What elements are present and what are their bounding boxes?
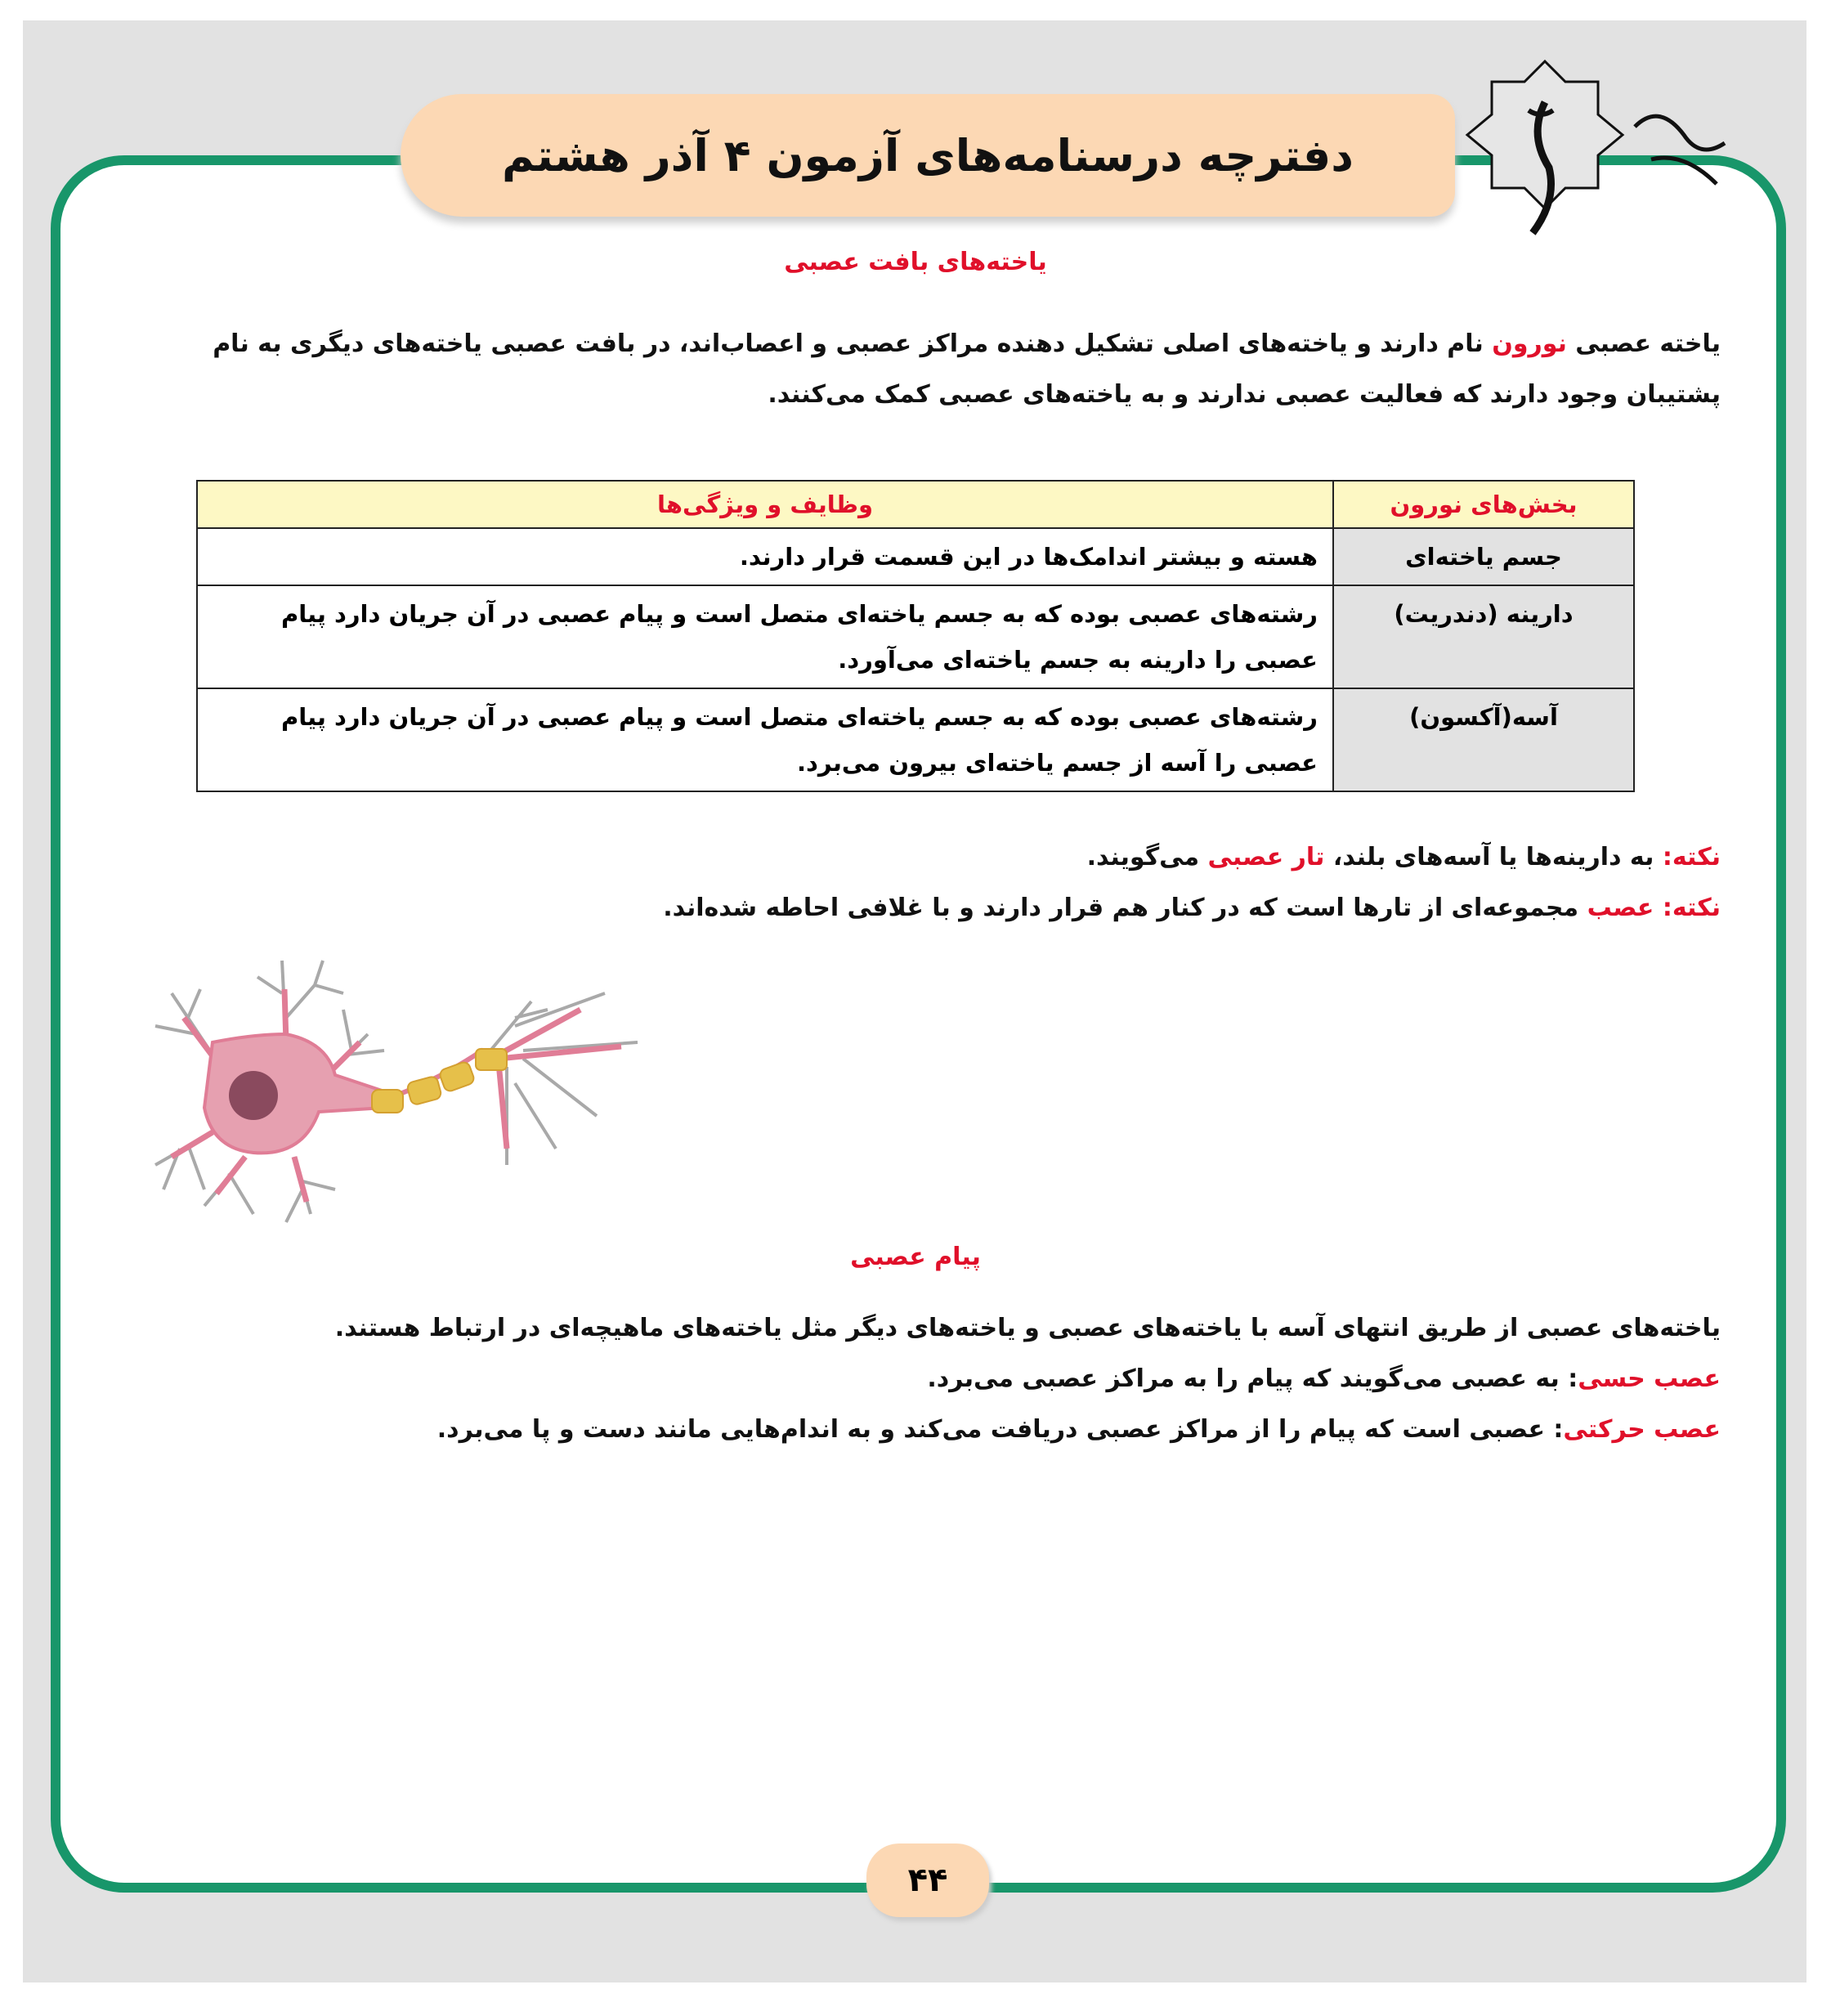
sensory-nerve-text: : به عصبی می‌گویند که پیام را به مراکز عصبی می‌برد. <box>927 1364 1578 1393</box>
table-row <box>197 585 1634 688</box>
title-banner <box>401 94 1455 217</box>
part-cell: دارینه (دندریت) <box>1333 585 1634 688</box>
table-row <box>197 528 1634 585</box>
note-text-end: می‌گویند. <box>1086 843 1208 871</box>
section-heading-nerve-message: پیام عصبی <box>850 1243 981 1271</box>
page-number-badge <box>866 1844 989 1917</box>
note-term: عصب <box>1587 894 1654 922</box>
neuron-term: نورون <box>1492 329 1567 358</box>
note-2 <box>135 883 1721 934</box>
header-parts: بخش‌های نورون <box>1333 481 1634 528</box>
note-1 <box>135 832 1721 883</box>
qalamchi-logo <box>1463 53 1757 249</box>
note-label: نکته: <box>1662 843 1721 871</box>
myelin-sheath <box>372 1049 507 1113</box>
page-number: ۴۴ <box>907 1861 948 1899</box>
motor-nerve-text: : عصبی است که پیام را از مراکز عصبی دریافت می‌کند و به اندام‌هایی مانند دست و پا می‌برد. <box>436 1415 1564 1444</box>
motor-nerve-term: عصب حرکتی <box>1563 1415 1721 1444</box>
neuron-parts-table <box>196 480 1635 792</box>
note-text-end: مجموعه‌ای از تارها است که در کنار هم قرار دارند و با غلافی احاطه شده‌اند. <box>663 894 1587 922</box>
motor-nerve-line <box>135 1404 1721 1455</box>
note-text: به دارینه‌ها یا آسه‌های بلند، <box>1324 843 1663 871</box>
section-heading-nerve-tissue: یاخته‌های بافت عصبی <box>784 248 1047 276</box>
note-text <box>1654 894 1662 922</box>
intro-text-rest: نام دارند و یاخته‌های اصلی تشکیل دهنده مراکز عصبی و اعصاب‌اند، در بافت عصبی یاخته‌های دیگری به نام پشتیبان وجود دارند که فعالیت عصبی ندارند و به یاخته‌های عصبی کمک می‌کنند. <box>213 329 1721 409</box>
part-cell: جسم یاخته‌ای <box>1333 528 1634 585</box>
neuron-illustration <box>139 944 678 1226</box>
message-paragraph: یاخته‌های عصبی از طریق انتهای آسه با یاخته‌های عصبی و یاخته‌های دیگر مثل یاخته‌های ماهیچه‌ای در ارتباط هستند. <box>334 1314 1721 1342</box>
desc-cell: رشته‌های عصبی بوده که به جسم یاخته‌ای متصل است و پیام عصبی در آن جریان دارد پیام عصبی را دارینه به جسم یاخته‌ای می‌آورد. <box>197 585 1333 688</box>
table-row <box>197 688 1634 791</box>
table-header-row <box>197 481 1634 528</box>
intro-text: یاخته عصبی <box>1566 329 1721 358</box>
sensory-nerve-line <box>135 1354 1721 1404</box>
sensory-nerve-term: عصب حسی <box>1578 1364 1721 1393</box>
note-term: تار عصبی <box>1207 843 1325 871</box>
nucleus <box>229 1071 278 1120</box>
desc-cell: رشته‌های عصبی بوده که به جسم یاخته‌ای متصل است و پیام عصبی در آن جریان دارد پیام عصبی را آسه از جسم یاخته‌ای بیرون می‌برد. <box>197 688 1333 791</box>
desc-cell: هسته و بیشتر اندامک‌ها در این قسمت قرار دارند. <box>197 528 1333 585</box>
header-functions: وظایف و ویژگی‌ها <box>197 481 1333 528</box>
page-title: دفترچه درسنامه‌های آزمون ۴ آذر هشتم <box>501 129 1354 181</box>
intro-paragraph <box>135 319 1721 420</box>
part-cell: آسه(آکسون) <box>1333 688 1634 791</box>
note-label: نکته: <box>1662 894 1721 922</box>
